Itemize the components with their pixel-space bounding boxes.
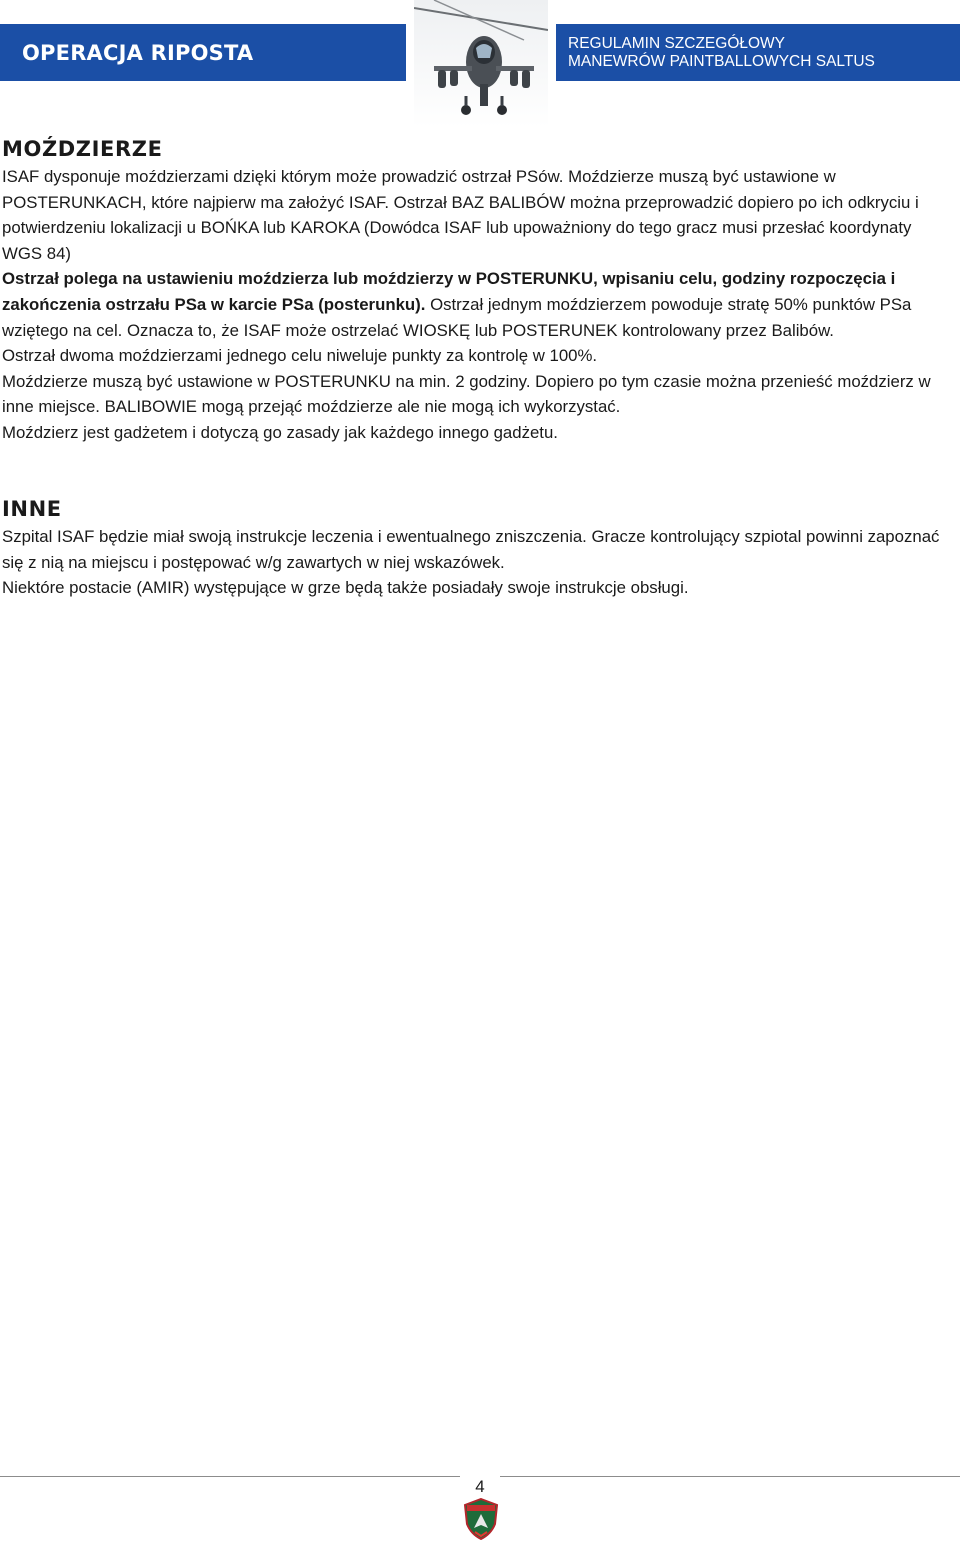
header-subtitle-line1: REGULAMIN SZCZEGÓŁOWY — [568, 34, 786, 52]
header-right-banner — [556, 24, 960, 81]
paragraph-text: Niektóre postacie (AMIR) występujące w grze będą także posiadały swoje instrukcje obsługi. — [2, 578, 689, 598]
section-heading: INNE — [2, 497, 62, 521]
helicopter-icon — [414, 0, 548, 127]
paragraph — [2, 164, 952, 266]
paragraph — [2, 343, 952, 369]
saltus-shield-logo-icon — [463, 1498, 499, 1540]
paragraph-text: Moździerze muszą być ustawione w POSTERUNKU na min. 2 godziny. Dopiero po tym czasie można przenieść moździerz w inne miejsce. BALIBOWIE mogą przejąć moździerze ale nie mogą ich wykorzystać. — [2, 371, 931, 417]
paragraph — [2, 575, 952, 601]
paragraph — [2, 369, 952, 420]
paragraph-text: Moździerz jest gadżetem i dotyczą go zasady jak każdego innego gadżetu. — [2, 422, 558, 442]
paragraph-text: Ostrzał jednym moździerzem powoduje stratę 50% punktów PSa wziętego na cel. Oznacza to, że ISAF może ostrzelać WIOSKĘ lub POSTERUNEK kontrolowany przez Balibów. — [2, 294, 912, 340]
paragraph — [2, 420, 952, 446]
section-heading: MOŹDZIERZE — [2, 137, 163, 161]
paragraph — [2, 524, 952, 575]
page-number: 4 — [460, 1476, 500, 1498]
header-subtitle-line2: MANEWRÓW PAINTBALLOWYCH SALTUS — [568, 52, 875, 70]
paragraph-text: Szpital ISAF będzie miał swoją instrukcje leczenia i ewentualnego zniszczenia. Gracze kontrolujący szpiotal powinni zapoznać się z nią na miejscu i postępować w/g zawartych w niej wskazówek. — [2, 527, 940, 572]
header-left-banner — [0, 24, 406, 81]
paragraph-text: ISAF dysponuje moździerzami dzięki którym może prowadzić ostrzał PSów. Moździerze muszą być ustawione w POSTERUNKACH, które najpierw ma założyć ISAF. Ostrzał BAZ BALIBÓW można przeprowadzić dopiero po ich odkryciu i potwierdzeniu lokalizacji u BOŃKA lub KAROKA (Dowódca ISAF lub upoważniony do tego gracz musi przesłać koordynaty WGS 84) — [2, 167, 919, 263]
section-mozdzierze — [2, 134, 952, 446]
paragraph — [2, 266, 952, 343]
section-inne — [2, 494, 952, 601]
paragraph-text: Ostrzał dwoma moździerzami jednego celu niweluje punkty za kontrolę w 100%. — [2, 346, 598, 366]
document-title: OPERACJA RIPOSTA — [22, 40, 254, 65]
bold-text: Ostrzał polega na ustawieniu moździerza lub moździerzy w POSTERUNKU, wpisaniu celu, godziny rozpoczęcia i zakończenia ostrzału PSa w karcie PSa (posterunku). — [2, 269, 896, 314]
